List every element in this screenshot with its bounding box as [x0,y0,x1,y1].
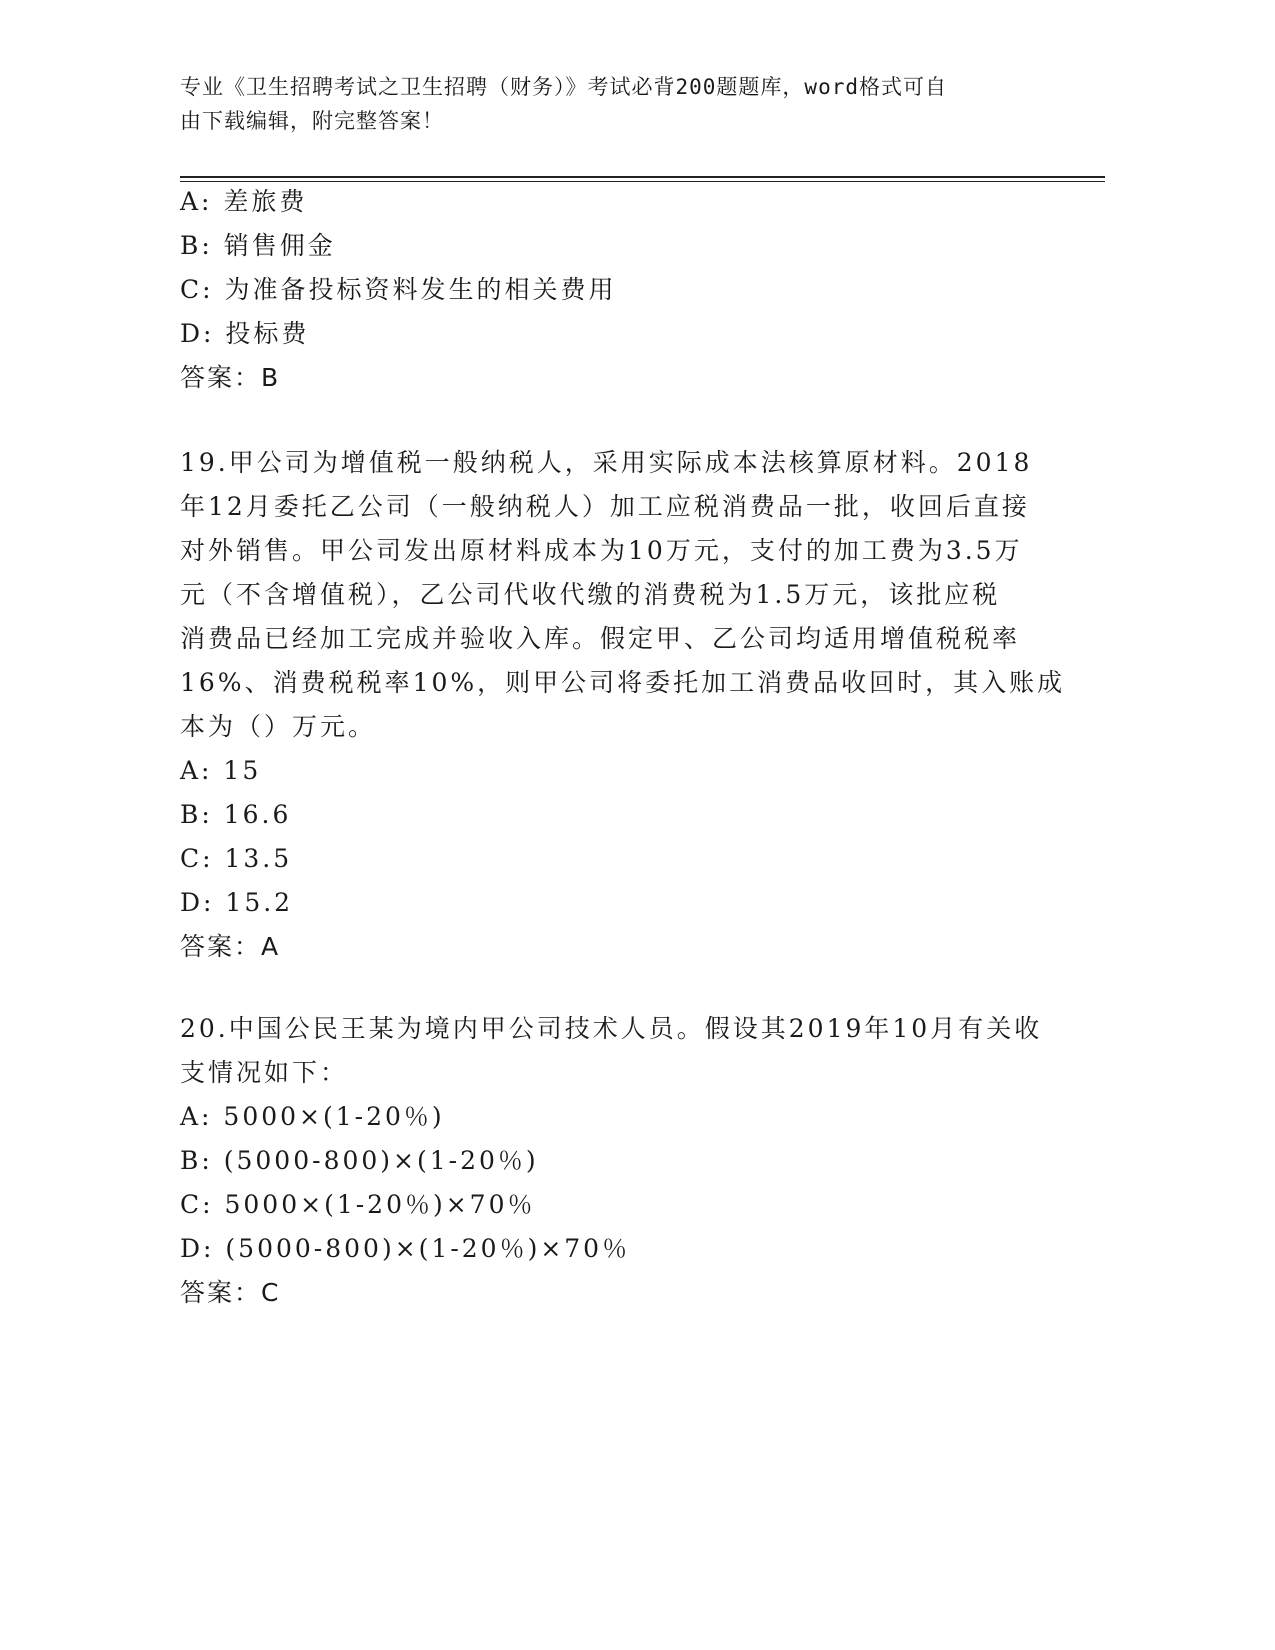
q19-stem-line: 年12月委托乙公司（一般纳税人）加工应税消费品一批，收回后直接 [180,492,1030,521]
q20-answer: 答案：C [180,1278,281,1307]
header-line-2: 由下载编辑，附完整答案！ [180,109,444,133]
q20-stem-line: 20.中国公民王某为境内甲公司技术人员。假设其2019年10月有关收 [180,1014,1043,1043]
q19-option-a: A: 15 [180,756,262,785]
q19-stem-line: 16%、消费税税率10%，则甲公司将委托加工消费品收回时，其入账成 [180,668,1066,697]
q20-option-d: D: (5000-800)×(1-20％)×70％ [180,1234,631,1263]
q18-option-c: C: 为准备投标资料发生的相关费用 [180,275,617,304]
question-20-block [180,1007,1043,1315]
q19-stem-line: 对外销售。甲公司发出原材料成本为10万元，支付的加工费为3.5万 [180,536,1023,565]
q20-option-a: A: 5000×(1-20％) [180,1102,445,1131]
q19-option-c: C: 13.5 [180,844,293,873]
q20-stem-line: 支情况如下： [180,1058,349,1087]
q20-option-c: C: 5000×(1-20％)×70％ [180,1190,536,1219]
q19-stem-line: 本为（）万元。 [180,712,377,741]
q19-option-d: D: 15.2 [180,888,294,917]
q18-option-a: A: 差旅费 [180,187,308,216]
q19-stem-line: 消费品已经加工完成并验收入库。假定甲、乙公司均适用增值税税率 [180,624,1021,653]
document-page [180,0,1110,1650]
question-19-block [180,441,1066,969]
document-header [180,70,1040,138]
q18-answer: 答案：B [180,363,281,392]
header-divider-thick [180,176,1105,178]
q19-stem [180,441,1066,749]
q18-option-b: B: 销售佣金 [180,231,336,260]
question-18-block [180,180,1040,400]
q20-option-b: B: (5000-800)×(1-20％) [180,1146,539,1175]
q18-option-d: D: 投标费 [180,319,310,348]
header-line-1: 专业《卫生招聘考试之卫生招聘（财务）》考试必背200题题库，word格式可自 [180,75,947,99]
q20-stem [180,1007,1043,1095]
q19-option-b: B: 16.6 [180,800,292,829]
q19-stem-line: 元（不含增值税），乙公司代收代缴的消费税为1.5万元，该批应税 [180,580,1001,609]
q19-stem-line: 19.甲公司为增值税一般纳税人，采用实际成本法核算原材料。2018 [180,448,1033,477]
q19-answer: 答案：A [180,932,281,961]
